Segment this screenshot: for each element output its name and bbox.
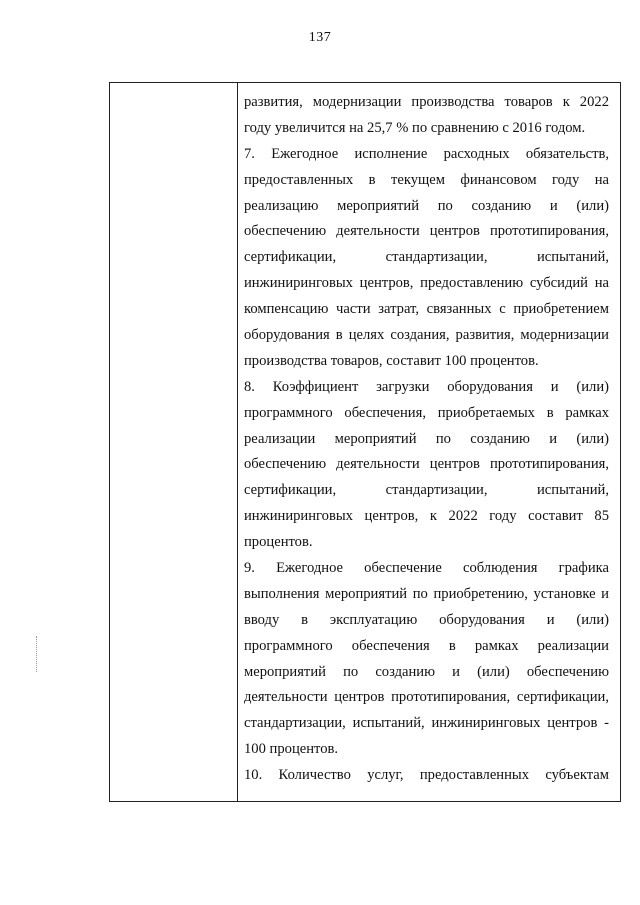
text-line: реализации мероприятий по созданию и (или)	[244, 430, 609, 447]
text-line: году увеличится на 25,7 % по сравнению с 2016 годом.	[244, 119, 586, 136]
text-line: обеспечению деятельности центров прототипирования,	[244, 223, 609, 240]
text-line: процентов.	[244, 534, 313, 551]
text-line: предоставленных в текущем финансовом году на	[244, 171, 609, 188]
text-line: производства товаров, составит 100 процентов.	[244, 352, 539, 369]
text-line: инжиниринговых центров, к 2022 году составит 85	[244, 508, 609, 525]
text-line: программного обеспечения, приобретаемых в рамках	[244, 404, 609, 421]
text-line: 9. Ежегодное обеспечение соблюдения графика	[244, 560, 609, 577]
text-line: инжиниринговых центров, предоставлению субсидий на	[244, 275, 609, 292]
table-left-column	[110, 83, 238, 801]
text-line: обеспечению деятельности центров прототипирования,	[244, 456, 609, 473]
text-line: 10. Количество услуг, предоставленных субъектам	[244, 767, 609, 784]
text-line: программного обеспечения в рамках реализации	[244, 637, 609, 654]
text-line: 100 процентов.	[244, 741, 339, 758]
text-line: мероприятий по созданию и (или) обеспечению	[244, 663, 609, 680]
text-line: деятельности центров прототипирования, сертификации,	[244, 689, 609, 706]
text-line: развития, модернизации производства товаров к 2022	[244, 94, 609, 110]
text-line: оборудования в целях создания, развития, модернизации	[244, 327, 609, 344]
document-table	[109, 82, 621, 802]
text-line: 8. Коэффициент загрузки оборудования и (или)	[244, 378, 609, 395]
scan-margin-mark	[36, 636, 38, 672]
text-line: вводу в эксплуатацию оборудования и (или)	[244, 611, 609, 628]
text-line: компенсацию части затрат, связанных с приобретением	[244, 301, 609, 318]
text-line: стандартизации, испытаний, инжиниринговых центров -	[244, 715, 609, 732]
text-line: сертификации, стандартизации, испытаний,	[244, 249, 609, 266]
page-number: 137	[308, 30, 332, 45]
text-line: сертификации, стандартизации, испытаний,	[244, 482, 609, 499]
text-line: реализацию мероприятий по созданию и (или)	[244, 197, 609, 214]
table-right-column	[238, 83, 620, 801]
text-line: 7. Ежегодное исполнение расходных обязательств,	[244, 145, 609, 162]
text-line: выполнения мероприятий по приобретению, установке и	[244, 585, 609, 602]
